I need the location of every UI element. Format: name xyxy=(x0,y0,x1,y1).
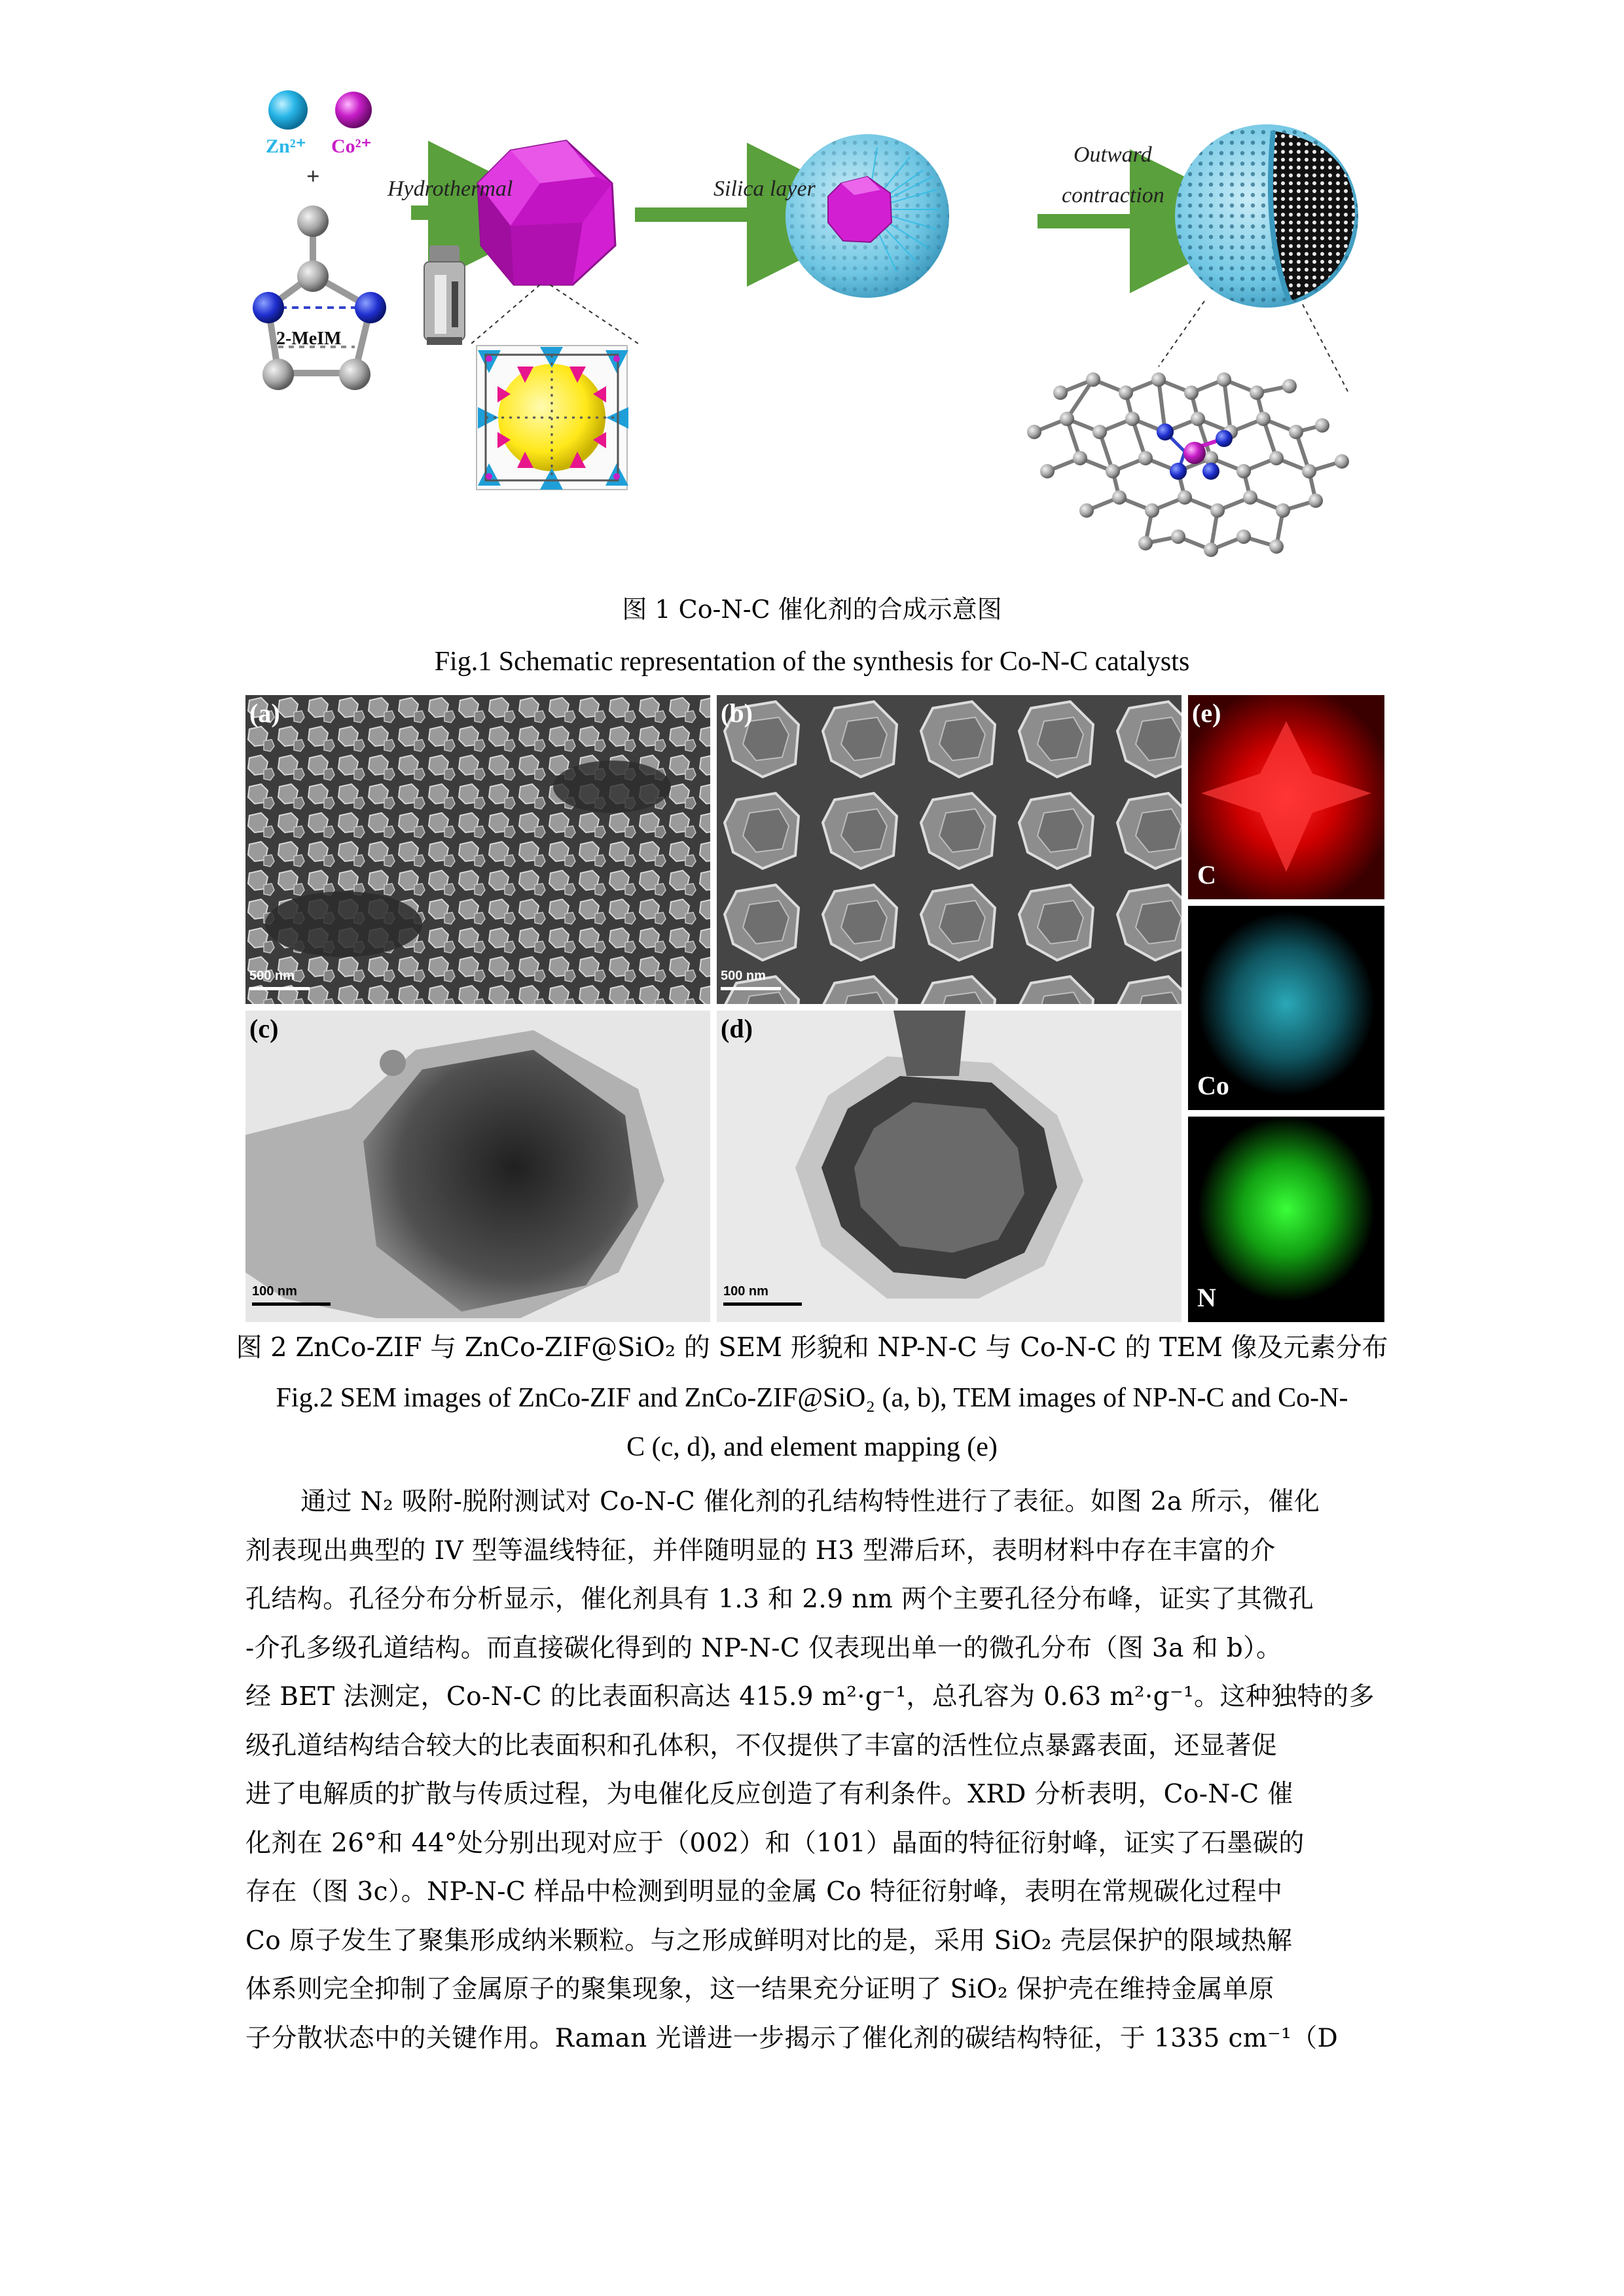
figure-1-scheme xyxy=(242,85,1394,569)
body-line: Co 原子发生了聚集形成纳米颗粒。与之形成鲜明对比的是，采用 SiO₂ 壳层保护的限域热解 xyxy=(245,1926,1293,1956)
body-line: 进了电解质的扩散与传质过程，为电催化反应创造了有利条件。XRD 分析表明，Co-N-C 催 xyxy=(245,1780,1293,1809)
tem-particle-d-graphic xyxy=(717,1011,1182,1322)
panel-d-scale-label: 100 nm xyxy=(723,1284,768,1299)
co-ion-label: Co²⁺ xyxy=(331,135,372,157)
panel-b-scale-bar xyxy=(721,987,781,990)
body-line: 剂表现出典型的 IV 型等温线特征，并伴随明显的 H3 型滞后环，表明材料中存在丰富的介 xyxy=(245,1535,1276,1566)
map-co-label: Co xyxy=(1197,1071,1229,1100)
map-c-label: C xyxy=(1197,860,1216,889)
figure-1-caption-zh: 图 1 Co-N-C 催化剂的合成示意图 xyxy=(622,595,1002,624)
panel-d-tem-image xyxy=(717,1011,1182,1322)
panel-a-tag: (a) xyxy=(249,698,280,728)
zif-framework-icon xyxy=(477,346,628,490)
zn-ion-icon xyxy=(268,90,308,130)
figure-2-caption-zh: 图 2 ZnCo-ZIF 与 ZnCo-ZIF@SiO₂ 的 SEM 形貌和 NP-N-C 与 Co-N-C 的 TEM 像及元素分布 xyxy=(236,1333,1388,1363)
panel-c-tem-image xyxy=(245,1011,710,1322)
zif-crystal-icon xyxy=(471,141,638,344)
plus-sign: + xyxy=(306,163,320,189)
figure-2 xyxy=(245,695,1384,1322)
panel-c-scale-label: 100 nm xyxy=(252,1284,297,1299)
co-ion-icon xyxy=(335,92,372,128)
panel-a-scale-bar xyxy=(249,987,310,990)
sem-particles-a-graphic xyxy=(245,695,710,1004)
panel-d-scale-bar xyxy=(723,1302,802,1306)
sem-particles-b-graphic xyxy=(717,695,1182,1004)
body-line: 通过 N₂ 吸附-脱附测试对 Co-N-C 催化剂的孔结构特性进行了表征。如图 2a 所示，催化 xyxy=(300,1487,1320,1516)
body-paragraph xyxy=(245,1478,1384,2063)
body-line: -介孔多级孔道结构。而直接碳化得到的 NP-N-C 仅表现出单一的微孔分布（图 3a 和 b）。 xyxy=(245,1633,1282,1663)
panel-c-tag: (c) xyxy=(249,1014,279,1043)
panel-c-scale-bar xyxy=(252,1302,331,1306)
contraction-label: contraction xyxy=(1062,183,1164,207)
co-n4-graphene-icon xyxy=(1027,372,1349,557)
outward-label: Outward xyxy=(1074,143,1152,167)
panel-b-scale-label: 500 nm xyxy=(721,969,766,983)
zif-silica-sphere-icon xyxy=(785,134,949,298)
nitrogen-map-graphic xyxy=(1188,1117,1384,1322)
panel-e-tag: (e) xyxy=(1192,698,1221,728)
body-line: 存在（图 3c）。NP-N-C 样品中检测到明显的金属 Co 特征衍射峰，表明在常规碳化过程中 xyxy=(245,1877,1283,1907)
panel-a-scale-label: 500 nm xyxy=(249,969,295,983)
ligand-label: 2-MeIM xyxy=(276,329,342,349)
figure-2-caption-en-line1: Fig.2 SEM images of ZnCo-ZIF and ZnCo-ZIF@SiO₂ (a, b), TEM images of NP-N-C and Co-N- xyxy=(276,1383,1348,1413)
panel-d-tag: (d) xyxy=(721,1014,753,1043)
body-line: 级孔道结构结合较大的比表面积和孔体积，不仅提供了丰富的活性位点暴露表面，还显著促 xyxy=(245,1731,1278,1761)
panel-b-tag: (b) xyxy=(721,698,753,728)
tem-particle-c-graphic xyxy=(245,1011,710,1322)
synthesis-scheme-graphic xyxy=(242,85,1394,569)
body-line: 子分散状态中的关键作用。Raman 光谱进一步揭示了催化剂的碳结构特征，于 1335 cm⁻¹（D xyxy=(245,2023,1339,2053)
panel-e-map-co xyxy=(1188,906,1384,1110)
body-line: 孔结构。孔径分布分析显示，催化剂具有 1.3 和 2.9 nm 两个主要孔径分布峰，证实了其微孔 xyxy=(245,1585,1314,1614)
panel-e-map-c xyxy=(1188,695,1384,899)
zn-ion-label: Zn²⁺ xyxy=(266,135,306,157)
panel-b-sem-image xyxy=(717,695,1182,1004)
2-meim-molecule-icon xyxy=(253,206,386,390)
panel-e-map-n xyxy=(1188,1117,1384,1322)
body-line: 化剂在 26°和 44°处分别出现对应于（002）和（101）晶面的特征衍射峰，证实了石墨碳的 xyxy=(245,1828,1305,1858)
hollow-porous-sphere-icon xyxy=(1159,124,1358,393)
body-line: 体系则完全抑制了金属原子的聚集现象，这一结果充分证明了 SiO₂ 保护壳在维持金属单原 xyxy=(245,1975,1274,2004)
map-n-label: N xyxy=(1197,1283,1216,1312)
autoclave-icon xyxy=(424,245,465,345)
body-line: 经 BET 法测定，Co-N-C 的比表面积高达 415.9 m²·g⁻¹，总孔容为 0.63 m²·g⁻¹。这种独特的多 xyxy=(245,1682,1375,1712)
hydrothermal-label: Hydrothermal xyxy=(388,177,513,201)
figure-1-caption-en: Fig.1 Schematic representation of the synthesis for Co-N-C catalysts xyxy=(434,647,1190,677)
figure-2-caption-en-line2: C (c, d), and element mapping (e) xyxy=(626,1432,998,1462)
silica-layer-label: Silica layer xyxy=(713,177,816,201)
panel-a-sem-image xyxy=(245,695,710,1004)
